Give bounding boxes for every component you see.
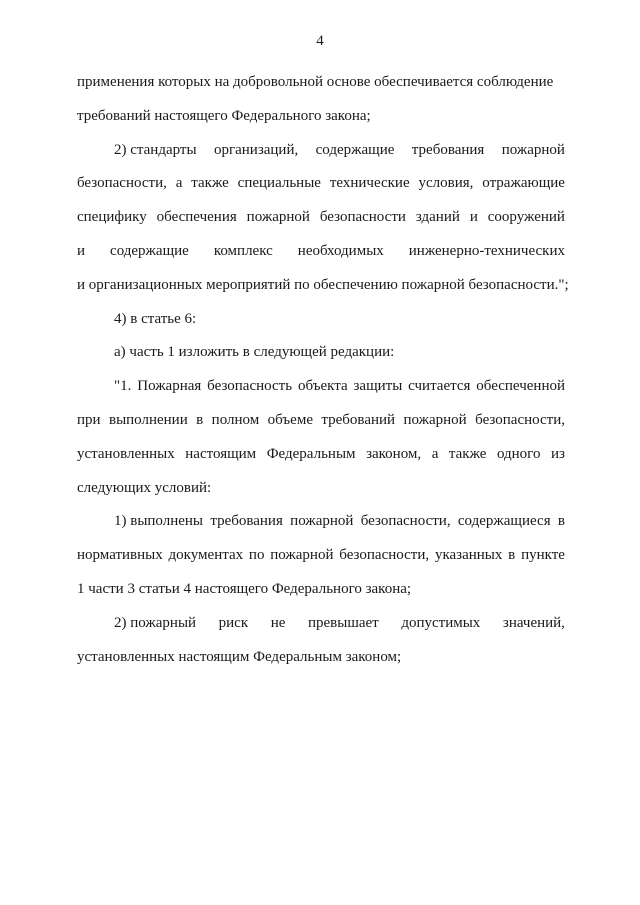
text-word: полном (211, 411, 260, 428)
text-line (77, 539, 565, 573)
text-line (77, 167, 565, 201)
text-word: риск (218, 614, 249, 631)
text-word: безопасности (319, 209, 406, 226)
text-word: пожарной (290, 513, 354, 530)
text-word: не (270, 614, 286, 631)
text-word: одного (496, 445, 541, 462)
text-word: безопасности, (77, 175, 167, 192)
text-word: документах (168, 547, 244, 564)
text-word: установленных (77, 445, 175, 462)
text-word: зданий (415, 209, 460, 226)
text-word: Федеральным (266, 445, 356, 462)
text-word: требований (321, 411, 396, 428)
text-word: 2) пожарный (114, 614, 197, 631)
text-word: "1. (114, 378, 132, 395)
text-word: по (248, 547, 265, 564)
text-word: а (175, 175, 183, 192)
text-line: установленных настоящим Федеральным законом; (77, 648, 402, 665)
text-word: сооружений (487, 209, 565, 226)
text-line (77, 201, 565, 235)
text-word: пожарной (270, 547, 334, 564)
text-word: отражающие (482, 175, 565, 192)
text-word: также (448, 445, 487, 462)
text-word: пожарной (501, 141, 565, 158)
text-word: и (77, 242, 86, 259)
text-word: при (77, 411, 101, 428)
text-word: считается (408, 378, 471, 395)
text-word: пункте (521, 547, 565, 564)
text-word: пожарной (403, 411, 467, 428)
text-line: требований настоящего Федерального закона; (77, 107, 371, 124)
text-word: в (508, 547, 516, 564)
text-word: объеме (267, 411, 313, 428)
text-word: содержащие (110, 242, 189, 259)
text-word: обеспечения (156, 209, 237, 226)
text-word: нормативных (77, 547, 163, 564)
text-line: а) часть 1 изложить в следующей редакции: (114, 344, 395, 361)
text-line: и организационных мероприятий по обеспечению пожарной безопасности."; (77, 276, 569, 293)
text-line (77, 235, 565, 269)
text-word: настоящим (185, 445, 257, 462)
text-word: безопасности, (475, 411, 565, 428)
text-word: безопасность (207, 378, 293, 395)
text-line (77, 134, 565, 168)
text-word: пожарной (246, 209, 310, 226)
text-word: организаций, (213, 141, 299, 158)
text-word: безопасности, (360, 513, 451, 530)
text-word: содержащие (315, 141, 395, 158)
text-word: в (557, 513, 565, 530)
text-word: инженерно-технических (408, 242, 565, 259)
text-word: содержащиеся (457, 513, 551, 530)
text-word: законом, (366, 445, 422, 462)
text-line: 1 части 3 статьи 4 настоящего Федерального закона; (77, 580, 412, 597)
document-body (77, 66, 569, 674)
text-word: и (469, 209, 478, 226)
text-word: требования (210, 513, 283, 530)
text-line (77, 370, 565, 404)
text-word: а (431, 445, 439, 462)
text-word: 1) выполнены (114, 513, 204, 530)
text-line (77, 438, 565, 472)
page-number: 4 (316, 33, 324, 49)
text-word: обеспеченной (476, 378, 565, 395)
text-word: также (191, 175, 229, 192)
text-word: превышает (307, 614, 379, 631)
text-word: из (550, 445, 565, 462)
text-word: объекта (297, 378, 348, 395)
text-word: технические (329, 175, 410, 192)
text-line (77, 404, 565, 438)
text-line (77, 607, 565, 641)
text-line: следующих условий: (77, 479, 212, 496)
text-word: Пожарная (137, 378, 202, 395)
text-word: в (196, 411, 204, 428)
text-word: специальные (237, 175, 321, 192)
text-word: указанных (434, 547, 503, 564)
text-word: защиты (353, 378, 403, 395)
text-word: допустимых (401, 614, 481, 631)
text-word: выполнении (108, 411, 188, 428)
text-word: 2) стандарты (114, 141, 197, 158)
text-word: требования (411, 141, 485, 158)
text-word: специфику (77, 209, 147, 226)
text-word: комплекс (213, 242, 273, 259)
text-line (77, 505, 565, 539)
text-word: безопасности, (339, 547, 430, 564)
text-word: условия, (418, 175, 474, 192)
text-line: 4) в статье 6: (114, 310, 197, 327)
text-word: необходимых (297, 242, 384, 259)
text-word: значений, (502, 614, 565, 631)
text-line: применения которых на добровольной основе обеспечивается соблюдение (77, 74, 554, 90)
